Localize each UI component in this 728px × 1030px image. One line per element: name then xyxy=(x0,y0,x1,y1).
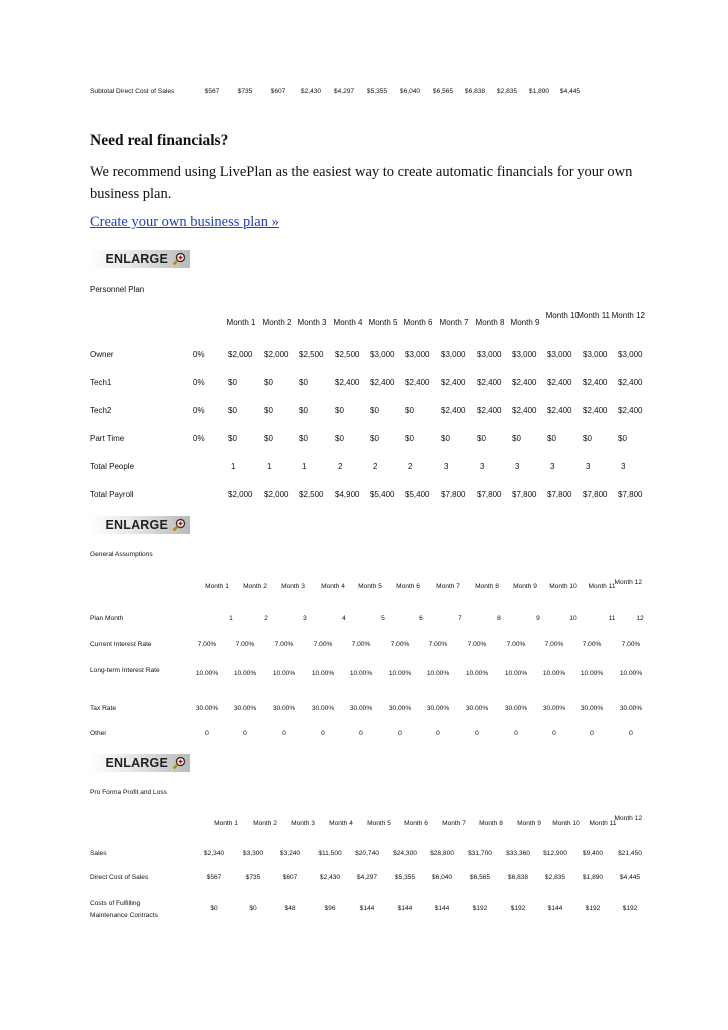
row-label: Owner xyxy=(90,350,114,359)
table-cell: 3 xyxy=(621,462,626,471)
table-cell: $28,800 xyxy=(430,850,454,857)
table-cell: 0 xyxy=(243,730,247,737)
month-header: Month 7 xyxy=(439,318,469,327)
table-cell: 7.00% xyxy=(428,641,448,648)
table-cell: $3,000 xyxy=(618,350,643,359)
table-cell: $31,700 xyxy=(468,850,492,857)
table-cell: $0 xyxy=(228,378,237,387)
month-header: Month 10 xyxy=(552,820,580,827)
table-cell: $21,450 xyxy=(618,850,642,857)
month-header: Month 10 xyxy=(545,311,579,320)
table-cell: 7.00% xyxy=(197,641,217,648)
table-cell: $0 xyxy=(512,434,521,443)
table-cell: $9,400 xyxy=(582,850,604,857)
month-header: Month 5 xyxy=(358,583,382,590)
table-cell: $7,800 xyxy=(618,490,643,499)
table-cell: $144 xyxy=(397,905,413,912)
table-cell: $48 xyxy=(284,905,296,912)
table-cell: $2,000 xyxy=(228,490,253,499)
table-cell: 10.00% xyxy=(542,670,566,677)
magnifier-plus-icon xyxy=(172,252,186,266)
table-cell: $33,360 xyxy=(506,850,530,857)
table-cell: 3 xyxy=(586,462,591,471)
month-header: Month 8 xyxy=(475,318,505,327)
month-header: Month 12 xyxy=(614,579,642,586)
table-cell: $0 xyxy=(405,406,414,415)
table-cell: $2,400 xyxy=(618,378,643,387)
table-cell: 30.00% xyxy=(619,705,643,712)
month-header: Month 3 xyxy=(291,820,315,827)
table-cell: 2 xyxy=(264,615,268,622)
table-cell: 30.00% xyxy=(580,705,604,712)
table-cell: $2,400 xyxy=(477,378,502,387)
table-cell: 7.00% xyxy=(351,641,371,648)
table-cell: 10.00% xyxy=(504,670,528,677)
table-cell: $11,500 xyxy=(318,850,342,857)
enlarge-button[interactable] xyxy=(90,250,190,268)
row-label: Part Time xyxy=(90,434,125,443)
month-header: Month 3 xyxy=(297,318,327,327)
table-cell: $0 xyxy=(370,406,379,415)
table-cell: $3,240 xyxy=(279,850,301,857)
table-cell: $2,400 xyxy=(583,378,608,387)
subtotal-cell: $1,890 xyxy=(528,88,550,95)
table-cell: 30.00% xyxy=(504,705,528,712)
table-cell: 10.00% xyxy=(311,670,335,677)
table-cell: $3,000 xyxy=(512,350,537,359)
table-cell: $7,800 xyxy=(512,490,537,499)
row-label: Current Interest Rate xyxy=(90,641,152,648)
table-cell: $0 xyxy=(441,434,450,443)
table-cell: $3,000 xyxy=(441,350,466,359)
table-cell: 30.00% xyxy=(311,705,335,712)
table-cell: $24,300 xyxy=(393,850,417,857)
table-cell: $6,565 xyxy=(469,874,491,881)
table-cell: $6,838 xyxy=(507,874,529,881)
row-label: Tech2 xyxy=(90,406,112,415)
subtotal-cell: $607 xyxy=(270,88,286,95)
table-cell: $3,300 xyxy=(242,850,264,857)
table-cell: $0 xyxy=(228,434,237,443)
month-header: Month 4 xyxy=(321,583,345,590)
table-cell: 7.00% xyxy=(621,641,641,648)
row-label: Tech1 xyxy=(90,378,112,387)
month-header: Month 9 xyxy=(510,318,540,327)
month-header: Month 5 xyxy=(367,820,391,827)
table-cell: $0 xyxy=(264,378,273,387)
subtotal-cell: $4,445 xyxy=(559,88,581,95)
row-percent: 0% xyxy=(193,434,205,443)
table-cell: $3,000 xyxy=(547,350,572,359)
table-cell: $0 xyxy=(249,905,257,912)
table-cell: $20,740 xyxy=(355,850,379,857)
table-cell: $0 xyxy=(299,406,308,415)
subtotal-cell: $6,565 xyxy=(432,88,454,95)
table-cell: $0 xyxy=(299,434,308,443)
subtotal-cell: $735 xyxy=(237,88,253,95)
table-cell: $2,400 xyxy=(370,378,395,387)
month-header: Month 7 xyxy=(442,820,466,827)
table-cell: $2,400 xyxy=(405,378,430,387)
row-label: Costs of Fulfilling Maintenance Contracts xyxy=(90,900,158,919)
table-cell: 30.00% xyxy=(465,705,489,712)
table-cell: 7.00% xyxy=(390,641,410,648)
table-cell: 12 xyxy=(636,615,644,622)
table-cell: 2 xyxy=(338,462,343,471)
table-cell: $2,340 xyxy=(203,850,225,857)
table-cell: 1 xyxy=(229,615,233,622)
table-cell: 10.00% xyxy=(349,670,373,677)
table-cell: 0 xyxy=(629,730,633,737)
table-cell: 0 xyxy=(282,730,286,737)
table-cell: $5,355 xyxy=(394,874,416,881)
month-header: Month 6 xyxy=(404,820,428,827)
table-cell: 10.00% xyxy=(426,670,450,677)
table-cell: $2,400 xyxy=(512,406,537,415)
table-cell: $2,400 xyxy=(618,406,643,415)
month-header: Month 1 xyxy=(226,318,256,327)
table-cell: 3 xyxy=(444,462,449,471)
month-header: Month 8 xyxy=(479,820,503,827)
row-label: Other xyxy=(90,730,107,737)
table-cell: $0 xyxy=(618,434,627,443)
month-header: Month 6 xyxy=(403,318,433,327)
table-cell: $7,800 xyxy=(477,490,502,499)
month-header: Month 1 xyxy=(205,583,229,590)
table-cell: 4 xyxy=(342,615,346,622)
row-label: Plan Month xyxy=(90,615,124,622)
table-cell: $2,000 xyxy=(264,350,289,359)
table-cell: $2,500 xyxy=(299,350,324,359)
subtotal-cell: $6,040 xyxy=(399,88,421,95)
table-cell: $607 xyxy=(282,874,298,881)
table-cell: 3 xyxy=(303,615,307,622)
table-cell: 0 xyxy=(590,730,594,737)
table-cell: 10.00% xyxy=(580,670,604,677)
magnifier-plus-icon xyxy=(172,756,186,770)
table-cell: $2,430 xyxy=(319,874,341,881)
table-cell: $2,400 xyxy=(547,378,572,387)
table-cell: $0 xyxy=(299,378,308,387)
table-cell: 2 xyxy=(408,462,413,471)
table-cell: $3,000 xyxy=(583,350,608,359)
month-header: Month 6 xyxy=(396,583,420,590)
table-cell: $567 xyxy=(206,874,222,881)
table-cell: $2,400 xyxy=(441,406,466,415)
row-percent: 0% xyxy=(193,350,205,359)
table-cell: 30.00% xyxy=(388,705,412,712)
table-cell: $3,000 xyxy=(405,350,430,359)
table-cell: $5,400 xyxy=(405,490,430,499)
table-cell: $6,040 xyxy=(431,874,453,881)
table-cell: 3 xyxy=(550,462,555,471)
table-cell: 5 xyxy=(381,615,385,622)
table-cell: 1 xyxy=(267,462,272,471)
table-cell: $2,000 xyxy=(228,350,253,359)
table-cell: 0 xyxy=(552,730,556,737)
table-cell: $7,800 xyxy=(583,490,608,499)
subtotal-cell: $2,835 xyxy=(496,88,518,95)
table-cell: $2,400 xyxy=(512,378,537,387)
table-cell: $0 xyxy=(547,434,556,443)
table-cell: 0 xyxy=(436,730,440,737)
table-cell: 3 xyxy=(480,462,485,471)
month-header: Month 9 xyxy=(513,583,537,590)
table-cell: 1 xyxy=(231,462,236,471)
table-cell: $735 xyxy=(245,874,261,881)
subtotal-cell: $5,355 xyxy=(366,88,388,95)
month-header: Month 3 xyxy=(281,583,305,590)
month-header: Month 4 xyxy=(333,318,363,327)
enlarge-button[interactable] xyxy=(90,754,190,772)
table-cell: $192 xyxy=(472,905,488,912)
month-header: Month 8 xyxy=(475,583,499,590)
table-cell: $2,835 xyxy=(544,874,566,881)
subtotal-cell: $6,838 xyxy=(464,88,486,95)
table-cell: $5,400 xyxy=(370,490,395,499)
table-cell: $4,900 xyxy=(335,490,360,499)
month-header: Month 2 xyxy=(253,820,277,827)
table-cell: 10.00% xyxy=(388,670,412,677)
table-cell: $0 xyxy=(228,406,237,415)
table-cell: 30.00% xyxy=(233,705,257,712)
table-cell: $0 xyxy=(210,905,218,912)
row-label: Tax Rate xyxy=(90,705,117,712)
table-cell: $7,800 xyxy=(547,490,572,499)
table-cell: 0 xyxy=(321,730,325,737)
table-cell: $2,500 xyxy=(299,490,324,499)
table-cell: 0 xyxy=(514,730,518,737)
table-cell: 7.00% xyxy=(506,641,526,648)
table-cell: 3 xyxy=(515,462,520,471)
promo-body: We recommend using LivePlan as the easiest way to create automatic financials for your own business plan. xyxy=(90,164,633,202)
table-cell: 8 xyxy=(497,615,501,622)
table-cell: $12,900 xyxy=(543,850,567,857)
table-cell: $192 xyxy=(622,905,638,912)
subtotal-cell: $4,297 xyxy=(333,88,355,95)
table-cell: 7.00% xyxy=(467,641,487,648)
table-cell: 0 xyxy=(475,730,479,737)
month-header: Month 5 xyxy=(368,318,398,327)
subtotal-cell: $567 xyxy=(204,88,220,95)
table-cell: $2,500 xyxy=(335,350,360,359)
row-label: Sales xyxy=(90,850,107,857)
row-label: Total Payroll xyxy=(90,490,134,499)
table-cell: 10.00% xyxy=(233,670,257,677)
table-cell: 2 xyxy=(373,462,378,471)
month-header: Month 2 xyxy=(243,583,267,590)
table-cell: $0 xyxy=(583,434,592,443)
table-cell: $192 xyxy=(510,905,526,912)
month-header: Month 2 xyxy=(262,318,292,327)
table-cell: $2,400 xyxy=(547,406,572,415)
table-cell: 1 xyxy=(302,462,307,471)
row-label: Direct Cost of Sales xyxy=(90,874,149,881)
create-business-plan-link[interactable]: Create your own business plan » xyxy=(90,214,279,230)
table-cell: $0 xyxy=(264,434,273,443)
table-cell: $144 xyxy=(547,905,563,912)
month-header: Month 7 xyxy=(436,583,460,590)
row-label: Long-term Interest Rate xyxy=(90,667,160,674)
table-cell: $4,445 xyxy=(619,874,641,881)
month-header: Month 10 xyxy=(549,583,577,590)
table-cell: $2,400 xyxy=(441,378,466,387)
table-cell: 7 xyxy=(458,615,462,622)
table-cell: 30.00% xyxy=(195,705,219,712)
month-header: Month 11 xyxy=(589,820,617,827)
table-cell: $2,400 xyxy=(477,406,502,415)
table-cell: 30.00% xyxy=(426,705,450,712)
subtotal-cell: $2,430 xyxy=(300,88,322,95)
table-cell: $4,297 xyxy=(356,874,378,881)
table-cell: 7.00% xyxy=(274,641,294,648)
row-percent: 0% xyxy=(193,378,205,387)
month-header: Month 12 xyxy=(614,815,642,822)
table-cell: $144 xyxy=(359,905,375,912)
table-cell: 7.00% xyxy=(313,641,333,648)
table-cell: $1,890 xyxy=(582,874,604,881)
table-cell: 7.00% xyxy=(544,641,564,648)
table-cell: 10.00% xyxy=(619,670,643,677)
general-assumptions-title: General Assumptions xyxy=(90,551,153,558)
table-cell: $0 xyxy=(335,406,344,415)
table-cell: 10.00% xyxy=(465,670,489,677)
table-cell: $2,400 xyxy=(583,406,608,415)
table-cell: 7.00% xyxy=(235,641,255,648)
table-cell: 11 xyxy=(608,615,616,622)
pro-forma-pnl-title: Pro Forma Profit and Loss xyxy=(90,789,167,796)
table-cell: 30.00% xyxy=(349,705,373,712)
enlarge-label: ENLARGE xyxy=(105,756,168,770)
table-cell: $144 xyxy=(434,905,450,912)
table-cell: 10.00% xyxy=(195,670,219,677)
month-header: Month 4 xyxy=(329,820,353,827)
table-cell: $2,400 xyxy=(335,378,360,387)
month-header: Month 11 xyxy=(588,583,616,590)
promo-heading: Need real financials? xyxy=(90,132,229,149)
table-cell: 9 xyxy=(536,615,540,622)
table-cell: 0 xyxy=(359,730,363,737)
month-header: Month 9 xyxy=(517,820,541,827)
table-cell: $96 xyxy=(324,905,336,912)
row-percent: 0% xyxy=(193,406,205,415)
table-cell: $7,800 xyxy=(441,490,466,499)
table-cell: $192 xyxy=(585,905,601,912)
table-cell: $2,000 xyxy=(264,490,289,499)
enlarge-label: ENLARGE xyxy=(105,252,168,266)
table-cell: 10 xyxy=(569,615,577,622)
enlarge-label: ENLARGE xyxy=(105,518,168,532)
table-cell: $0 xyxy=(335,434,344,443)
table-cell: 6 xyxy=(419,615,423,622)
table-cell: 7.00% xyxy=(582,641,602,648)
month-header: Month 11 xyxy=(577,311,610,320)
table-cell: $0 xyxy=(405,434,414,443)
enlarge-button[interactable] xyxy=(90,516,190,534)
row-label: Total People xyxy=(90,462,135,471)
table-cell: 0 xyxy=(205,730,209,737)
table-cell: 30.00% xyxy=(272,705,296,712)
table-cell: $0 xyxy=(370,434,379,443)
table-cell: $0 xyxy=(264,406,273,415)
month-header: Month 12 xyxy=(611,311,645,320)
subtotal-direct-cost-label: Subtotal Direct Cost of Sales xyxy=(90,88,175,95)
table-cell: $3,000 xyxy=(370,350,395,359)
table-cell: $0 xyxy=(477,434,486,443)
table-cell: 30.00% xyxy=(542,705,566,712)
magnifier-plus-icon xyxy=(172,518,186,532)
month-header: Month 1 xyxy=(214,820,238,827)
table-cell: 0 xyxy=(398,730,402,737)
personnel-plan-title: Personnel Plan xyxy=(90,285,145,294)
table-cell: $3,000 xyxy=(477,350,502,359)
table-cell: 10.00% xyxy=(272,670,296,677)
